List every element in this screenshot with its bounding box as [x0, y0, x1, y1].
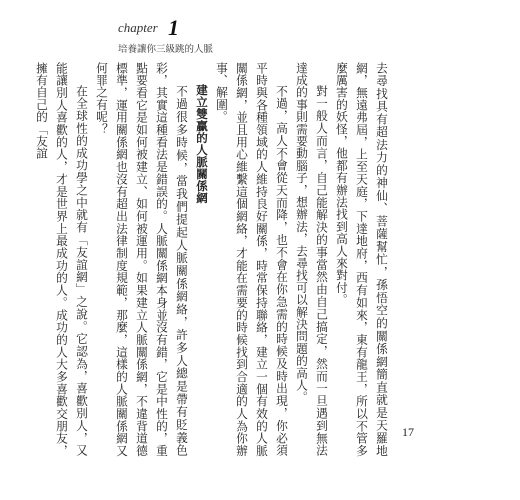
chapter-label: chapter: [118, 20, 158, 35]
paragraph: 對一般人而言，自己能解決的事當然由自己搞定，然而一旦遇到無法達成的事則需要動腦子，想辦法，去尋找可以解決問題的高人。: [295, 62, 329, 457]
paragraph: 不過很多時候，當我們提起人脈關係網絡，許多人總是帶有貶義色彩，其實這種看法是錯誤的。人脈關係網本身並沒有錯，它是中性的，重點要看它是如何被建立、如何被運用。如果建立人脈關係網，不違背道德標準，運用關係網也沒有超出法律制度規範，那麼，這樣的人脈關係網又何罪之有呢？: [95, 62, 189, 457]
vertical-body-text: [35, 62, 392, 457]
section-heading: 建立雙贏的人脈關係網: [195, 84, 209, 204]
chapter-number: 1: [168, 15, 179, 40]
paragraph: 在全球性的成功學之中就有「友誼網」之說。它認為，喜歡別人，又能讓別人喜歡的人，才是世界上最成功的人。成功的人大多喜歡交朋友，擁有自己的「友誼: [35, 62, 89, 457]
chapter-title: 培養讓你三級跳的人脈: [118, 44, 214, 55]
paragraph: 去尋找具有超法力的神仙、菩薩幫忙，孫悟空的關係網簡直就是天羅地網，無遠弗屆，上至天庭，下達地府，西有如來，東有龍王，所以不管多麼厲害的妖怪，他都有辦法找到高人來對付。: [335, 62, 389, 457]
page-number: 17: [402, 425, 414, 439]
paragraph: 不過，高人不會從天而降，也不會在你急需的時候及時出現，你必須平時與各種領域的人維持良好關係，時常保持聯絡，建立一個有效的人脈關係網，並且用心維繫這個網絡，才能在需要的時候找到合適的人為你辦事、解圍。: [215, 62, 289, 457]
